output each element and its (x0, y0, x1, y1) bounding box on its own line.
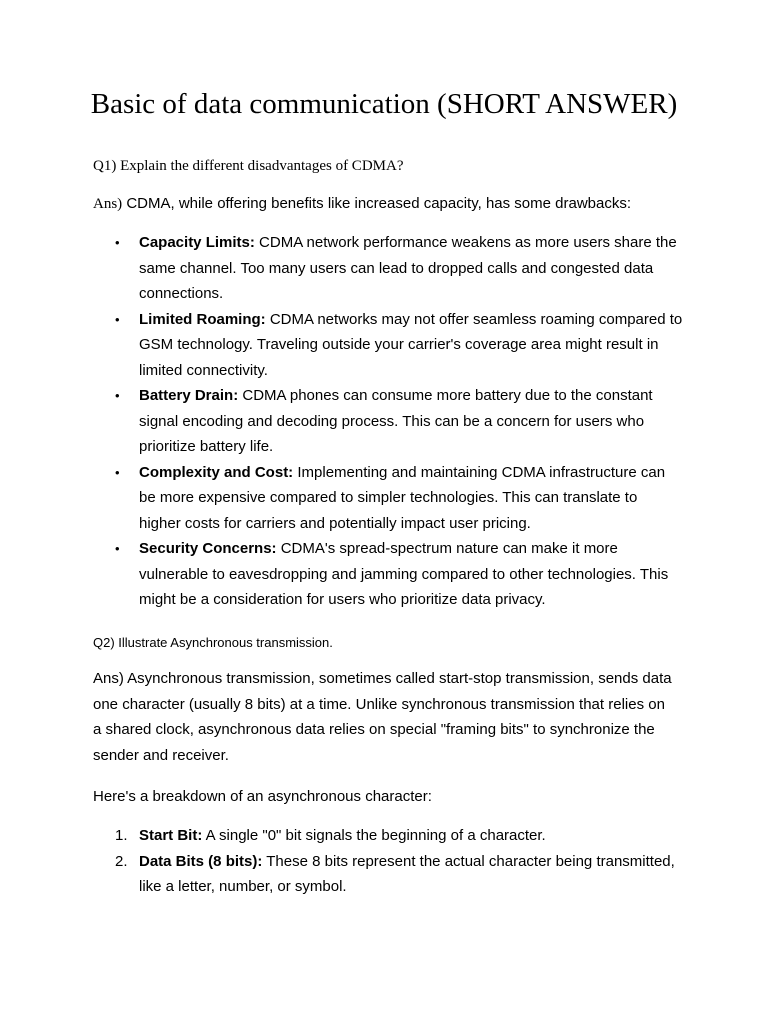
bullet-icon: • (115, 388, 120, 403)
list-item-text: CDMA network performance weakens as more users share the same channel. Too many users can lead to dropped calls and congested data connections. (139, 234, 677, 302)
async-character-steps-list (93, 823, 683, 900)
list-item-text: A single "0" bit signals the beginning of a character. (202, 827, 546, 844)
list-item-text: CDMA's spread-spectrum nature can make it more vulnerable to eavesdropping and jamming compared to other technologies. This might be a consideration for users who prioritize data privacy. (139, 540, 669, 608)
breakdown-intro: Here's a breakdown of an asynchronous character: (93, 788, 432, 805)
cdma-disadvantages-list (93, 230, 683, 613)
list-item (93, 307, 683, 384)
list-item (93, 230, 683, 307)
bullet-icon: • (115, 541, 120, 556)
page-title: Basic of data communication (SHORT ANSWER) (90, 88, 678, 120)
list-item (93, 849, 683, 900)
bullet-icon: • (115, 311, 120, 327)
list-item (93, 460, 683, 537)
list-item-term: Security Concerns: (139, 540, 277, 557)
list-item-term: Start Bit: (139, 827, 203, 844)
answer-1-prefix: Ans) (93, 196, 123, 212)
list-item-number: 1. (115, 827, 128, 844)
list-item (93, 823, 683, 849)
list-item-text: CDMA networks may not offer seamless roaming compared to GSM technology. Traveling outside your carrier's coverage area might result in limited connectivity. (139, 310, 683, 379)
list-item-term: Complexity and Cost: (139, 463, 294, 481)
answer-2: Ans) Asynchronous transmission, sometimes called start-stop transmission, sends data one character (usually 8 bits) at a time. Unlike synchronous transmission that relies on a shared clock, asynchronous data relies on special "framing bits" to synchronize the sender and receiver. (93, 670, 672, 764)
bullet-icon: • (115, 464, 120, 480)
question-1: Q1) Explain the different disadvantages of CDMA? (93, 158, 404, 174)
list-item-text: Implementing and maintaining CDMA infrastructure can be more expensive compared to simpler technologies. This can translate to higher costs for carriers and potentially impact user pricing. (139, 463, 666, 532)
list-item (93, 383, 683, 460)
list-item-text: These 8 bits represent the actual character being transmitted, like a letter, number, or symbol. (139, 852, 675, 895)
question-2: Q2) Illustrate Asynchronous transmission. (93, 635, 333, 650)
list-item (93, 536, 683, 613)
list-item-term: Data Bits (8 bits): (139, 852, 263, 870)
answer-1-intro-text: CDMA, while offering benefits like increased capacity, has some drawbacks: (122, 195, 632, 212)
list-item-term: Battery Drain: (139, 387, 239, 404)
list-item-term: Limited Roaming: (139, 310, 266, 328)
bullet-icon: • (115, 235, 120, 250)
list-item-number: 2. (115, 852, 128, 870)
list-item-term: Capacity Limits: (139, 234, 255, 251)
answer-1-intro (93, 192, 631, 216)
list-item-text: CDMA phones can consume more battery due to the constant signal encoding and decoding process. This can be a concern for users who prioritize battery life. (139, 387, 653, 455)
